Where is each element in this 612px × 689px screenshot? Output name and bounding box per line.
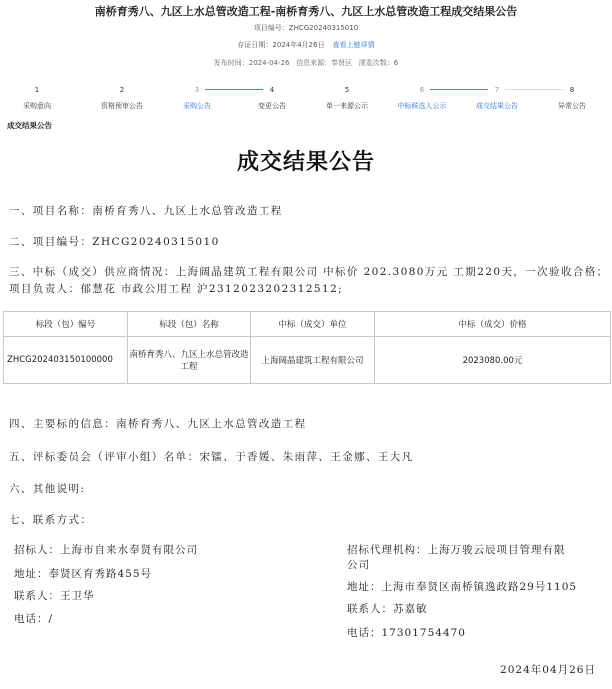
buyer-contact <box>14 542 314 632</box>
table-header-row <box>4 312 611 337</box>
other-notes: 六、其他说明: <box>9 483 86 495</box>
agency-name: 招标代理机构：上海万骏云辰项目管理有限 <box>347 544 566 556</box>
cell-winner: 上海阔晶建筑工程有限公司 <box>251 337 375 384</box>
page-title: 南桥育秀八、九区上水总管改造工程-南桥育秀八、九区上水总管改造工程成交结果公告 <box>94 5 518 18</box>
step-prequalification[interactable]: 2 资格预审公告 <box>101 86 143 110</box>
buyer-address: 地址：奉贤区育秀路455号 <box>14 568 153 580</box>
buyer-phone: 电话：/ <box>14 613 54 625</box>
main-subject: 四、主要标的信息：南桥育秀八、九区上水总管改造工程 <box>9 418 307 430</box>
publish-time: 发布时间：2024-04-26 <box>213 59 290 67</box>
section-tag: 成交结果公告 <box>7 121 52 130</box>
header-winner: 中标（成交）单位 <box>251 312 375 337</box>
contact-heading: 七、联系方式： <box>9 514 93 526</box>
project-number: 项目编号：ZHCG20240315010 <box>253 24 359 32</box>
cell-price: 2023080.00元 <box>375 337 611 384</box>
notice-title: 成交结果公告 <box>236 150 375 175</box>
buyer-person: 联系人：王卫华 <box>14 590 95 602</box>
step-result-notice[interactable]: 7 成交结果公告 <box>476 86 518 110</box>
project-name: 一、项目名称：南桥育秀八、九区上水总管改造工程 <box>9 205 283 217</box>
step-abnormal-notice[interactable]: 8 异常公告 <box>558 86 586 110</box>
chain-detail-link[interactable]: 查看上链详情 <box>332 41 375 49</box>
deposit-date: 存证日期：2024年4月26日 <box>237 41 325 49</box>
agency-person: 联系人：苏嘉敏 <box>347 603 428 615</box>
step-purchase-intent[interactable]: 1 采购意向 <box>23 86 51 110</box>
agency-name-cont: 公司 <box>347 559 370 571</box>
process-steps <box>0 84 612 114</box>
header-price: 中标（成交）价格 <box>375 312 611 337</box>
project-code: 二、项目编号：ZHCG20240315010 <box>9 236 220 248</box>
result-table <box>3 311 611 384</box>
buyer-name: 招标人：上海市自来水奉贤有限公司 <box>14 544 198 556</box>
cell-lot-name: 南桥育秀八、九区上水总管改造工程 <box>128 337 251 384</box>
view-count: 浏览次数：6 <box>358 59 399 67</box>
info-source: 信息来源：奉贤区 <box>296 59 353 67</box>
table-row <box>4 337 611 384</box>
step-candidate-publicity[interactable]: 6 中标候选人公示 <box>397 86 447 110</box>
step-procurement-notice[interactable]: 3 采购公告 <box>183 86 211 110</box>
step-single-source[interactable]: 5 单一来源公示 <box>326 86 368 110</box>
header-lot-code: 标段（包）编号 <box>4 312 128 337</box>
deposit-info <box>0 40 612 50</box>
publish-info <box>0 58 612 68</box>
step-change-notice[interactable]: 4 变更公告 <box>258 86 286 110</box>
header-lot-name: 标段（包）名称 <box>128 312 251 337</box>
agency-contact <box>347 542 609 642</box>
agency-phone: 电话：17301754470 <box>347 627 466 639</box>
agency-address: 地址：上海市奉贤区南桥镇逸政路29号1105 <box>347 581 578 593</box>
notice-date: 2024年04月26日 <box>500 664 596 676</box>
committee-list: 五、评标委员会（评审小组）名单：宋镭、于香媛、朱雨萍、王金娜、王大凡 <box>9 451 414 463</box>
cell-lot-code: ZHCG202403150100000 <box>4 337 128 384</box>
supplier-info: 三、中标（成交）供应商情况：上海阔晶建筑工程有限公司 中标价 202.3080万元 工期220天，一次验收合格；项目负责人：郁慧花 市政公用工程 沪2312023202312512; <box>9 266 609 295</box>
